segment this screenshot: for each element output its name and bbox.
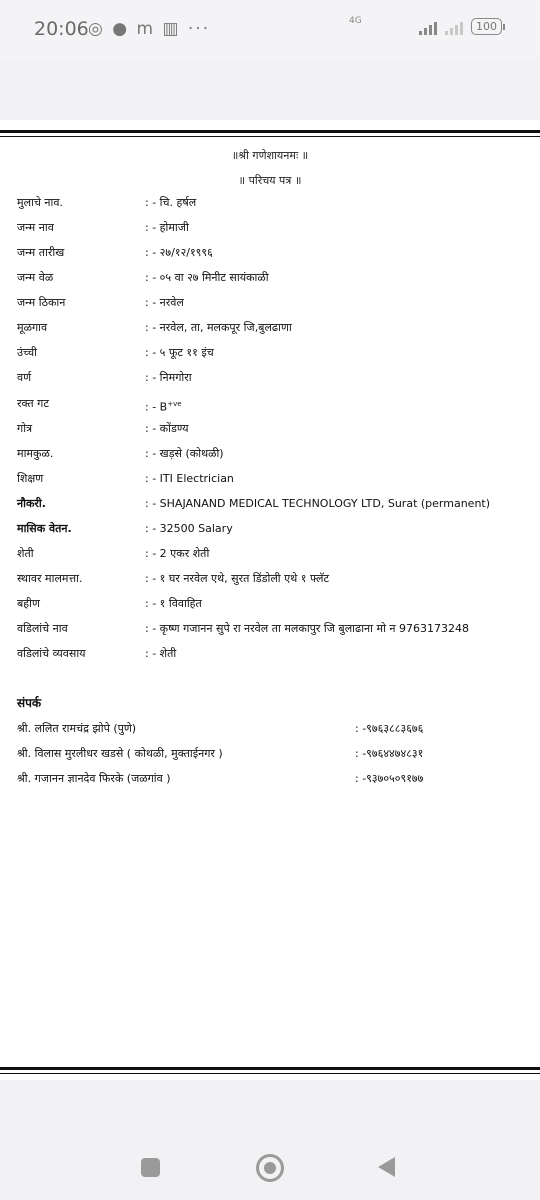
recents-icon[interactable] (141, 1158, 160, 1177)
field-value-superscript: +ve (167, 400, 182, 408)
field-value-text: : - निमगोरा (145, 371, 192, 384)
field-value (145, 471, 234, 487)
contact-name: श्री. ललित रामचंद्र झोपे (पुणे) (17, 722, 137, 735)
field-label: जन्म वेळ (17, 271, 54, 284)
contact-phone[interactable]: : -९७६३८८३६७६ (355, 722, 424, 735)
field-value-text: : - ITI Electrician (145, 472, 234, 485)
field-label: मामकुळ. (17, 447, 54, 460)
field-value-text: : - B (145, 400, 168, 414)
contact-phone[interactable]: : -९७६४४७४८३१ (355, 747, 424, 760)
network-type-label: 4G (349, 16, 362, 26)
field-value-text: : - कृष्ण गजानन सुपे रा नरवेल ता मलकापुर जि बुलाढाना मो न 9763173248 (145, 622, 470, 635)
field-value-text: : - 32500 Salary (145, 522, 233, 535)
field-value-text: : - नरवेल (145, 296, 184, 309)
field-value-text: : - कोंडण्य (145, 422, 189, 435)
field-label: रक्त गट (17, 397, 49, 410)
status-bar (0, 0, 540, 60)
clock: 20:06 (34, 18, 89, 40)
field-value-text: : - नरवेल, ता, मलकपूर जि,बुलढाणा (145, 321, 292, 334)
field-value-text: : - चि. हर्षल (145, 196, 197, 209)
field-value (145, 195, 196, 211)
field-label: जन्म नाव (17, 221, 54, 234)
contact-phone[interactable]: : -९३७०५०९१७७ (355, 772, 424, 785)
field-value-text: : - 2 एकर शेती (145, 547, 210, 560)
field-value (145, 370, 192, 386)
field-value (145, 571, 329, 587)
field-value-text: : - १ घर नरवेल एथे, सुरत डिंडोली एथे १ फ्लॅट (145, 572, 329, 585)
field-label: बहीण (17, 597, 40, 610)
field-label: शेती (17, 547, 34, 560)
field-value (145, 245, 213, 261)
signal-strength-secondary-icon (445, 19, 463, 35)
field-label: मासिक वेतन. (17, 522, 72, 535)
field-label: मूळगाव (17, 321, 48, 334)
invocation-heading: ॥श्री गणेशायनमः ॥ (231, 149, 309, 162)
field-value (145, 295, 184, 311)
field-label: शिक्षण (17, 472, 44, 485)
home-icon[interactable] (256, 1154, 284, 1182)
field-label: वर्ण (17, 371, 32, 384)
contact-heading: संपर्क (17, 696, 42, 710)
document-title: ॥ परिचय पत्र ॥ (238, 174, 302, 187)
field-value-text: : - २७/१२/१९९६ (145, 246, 213, 259)
field-value-text: : - १ विवाहित (145, 597, 202, 610)
field-label: गोत्र (17, 422, 33, 435)
field-value (145, 496, 490, 512)
field-label: वडिलांचे व्यवसाय (17, 647, 86, 660)
field-value-text: : - ०५ वा २७ मिनीट सायंकाळी (145, 271, 269, 284)
field-label: उंच्ची (17, 346, 38, 359)
contact-name: श्री. गजानन ज्ञानदेव फिरके (जळगांव ) (17, 772, 171, 785)
bottom-border (0, 1067, 540, 1074)
field-value (145, 646, 176, 662)
field-value (145, 396, 182, 416)
field-value-text: : - होमाजी (145, 221, 189, 234)
contact-row (17, 721, 517, 737)
battery-icon: 100 (471, 18, 502, 35)
field-label: जन्म तारीख (17, 246, 65, 259)
field-label: मुलाचे नाव. (17, 196, 63, 209)
field-value (145, 446, 224, 462)
field-value (145, 345, 214, 361)
field-value-text: : - SHAJANAND MEDICAL TECHNOLOGY LTD, Surat (permanent) (145, 497, 491, 510)
field-value (145, 320, 292, 336)
notification-icons: ◎ ● m ▥ ··· (88, 19, 211, 39)
field-label: नौकरी. (17, 497, 46, 510)
field-value (145, 621, 469, 637)
field-value-text: : - खड़से (कोथळी) (145, 447, 224, 460)
field-value (145, 220, 189, 236)
field-value (145, 521, 233, 537)
contact-row (17, 746, 517, 762)
field-value (145, 596, 202, 612)
signal-strength-icon (419, 19, 437, 35)
field-label: वडिलांचे नाव (17, 622, 68, 635)
back-icon[interactable] (378, 1157, 395, 1177)
navigation-bar (0, 1130, 540, 1200)
contact-name: श्री. विलास मुरलीधर खडसे ( कोथळी, मुक्ताईनगर ) (17, 747, 223, 760)
field-value (145, 546, 209, 562)
system-indicators (349, 16, 502, 35)
field-value-text: : - शेती (145, 647, 177, 660)
field-label: स्थावर मालमत्ता. (17, 572, 83, 585)
field-value (145, 421, 188, 437)
document-page (0, 120, 540, 1080)
contact-row (17, 771, 517, 787)
field-value-text: : - ५ फूट ११ इंच (145, 346, 214, 359)
top-border (0, 130, 540, 137)
field-value (145, 270, 269, 286)
field-label: जन्म ठिकान (17, 296, 66, 309)
